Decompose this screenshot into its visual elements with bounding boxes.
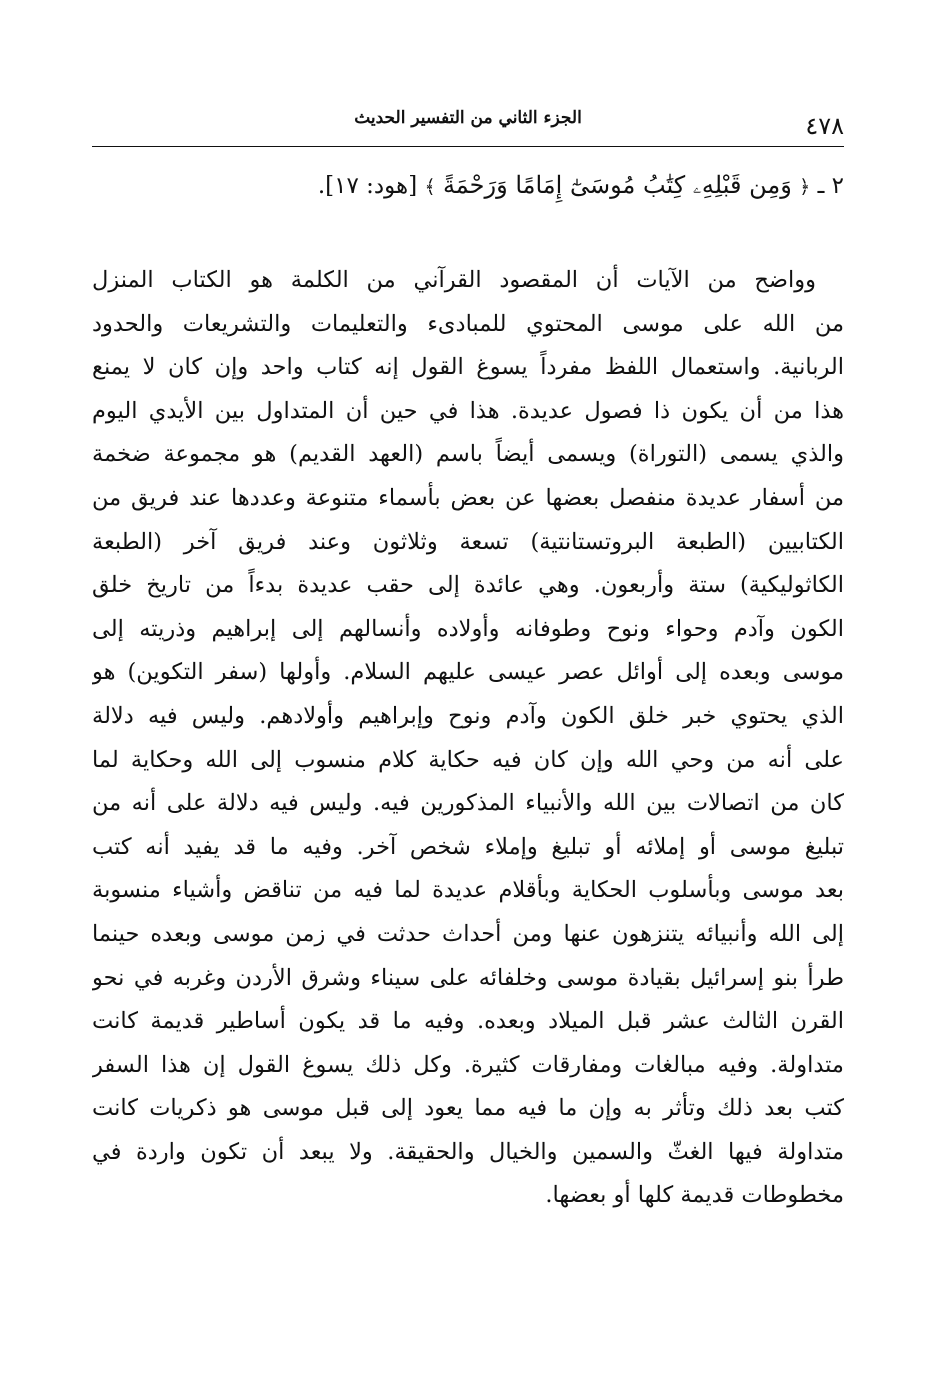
text-line: القرن الثالث عشر قبل الميلاد وبعده. وفيه ما قد يكون أساطير قديمة كانت: [92, 1008, 844, 1035]
quran-verse-line: [92, 160, 844, 212]
text-line: والذي يسمى (التوراة) ويسمى أيضاً باسم (العهد القديم) هو مجموعة ضخمة: [92, 441, 844, 468]
commentary-paragraph: [92, 259, 844, 1218]
text-line: متداولة. وفيه مبالغات ومفارقات كثيرة. وكل ذلك يسوغ القول إن هذا السفر: [92, 1051, 844, 1078]
header-title: الجزء الثاني من التفسير الحديث: [354, 108, 582, 128]
text-line: الكاثوليكية) ستة وأربعون. وهي عائدة إلى حقب عديدة بدءاً من تاريخ خلق: [92, 572, 844, 599]
text-line: الكون وآدم وحواء ونوح وطوفانه وأولاده وأنسالهم إلى إبراهيم وذريته إلى: [92, 615, 844, 642]
verse-open-ornament: ﴿: [799, 176, 811, 198]
header-rule: [92, 146, 844, 147]
text-line: الربانية. واستعمال اللفظ مفرداً يسوغ القول إنه كتاب واحد وإن كان لا يمنع: [92, 354, 844, 381]
text-line: تبليغ موسى أو إملائه أو تبليغ وإملاء شخص آخر. وفيه ما قد يفيد أنه كتب: [92, 833, 844, 860]
text-line: الكتابيين (الطبعة البروتستانتية) تسعة وثلاثون وعند فريق آخر (الطبعة: [92, 528, 844, 555]
text-line: مخطوطات قديمة كلها أو بعضها.: [545, 1182, 844, 1209]
verse-quran-text: وَمِن قَبْلِهِۦ كِتَٰبُ مُوسَىٰٓ إِمَامًا وَرَحْمَةً: [442, 171, 792, 199]
verse-close-ornament: ﴾: [424, 176, 436, 198]
verse-reference: [هود: ١٧].: [317, 173, 418, 199]
text-line: متداولة فيها الغثّ والسمين والخيال والحقيقة. ولا يبعد أن تكون واردة في: [92, 1138, 844, 1165]
page-number: ٤٧٨: [805, 112, 844, 140]
running-header: [92, 104, 844, 148]
text-line: بعد موسى وبأسلوب الحكاية وبأقلام عديدة لما فيه من تناقض وأشياء منسوبة: [92, 877, 844, 904]
text-line: إلى الله وأنبيائه يتنزهون عنها ومن أحداث حدثت في زمن موسى وبعده حينما: [92, 920, 844, 947]
text-line: من الله على موسى المحتوي للمبادىء والتعليمات والتشريعات والحدود: [92, 310, 844, 337]
text-line: على أنه من وحي الله وإن كان فيه حكاية كلام منسوب إلى الله وحكاية لما: [92, 746, 844, 773]
text-line: وواضح من الآيات أن المقصود القرآني من الكلمة هو الكتاب المنزل: [92, 267, 816, 293]
text-line: كان من اتصالات بين الله والأنبياء المذكورين فيه. وليس فيه دلالة على أنه من: [92, 790, 844, 817]
verse-number: ٢ ـ: [817, 173, 844, 199]
text-line: الذي يحتوي خبر خلق الكون وآدم ونوح وإبراهيم وأولادهم. وليس فيه دلالة: [92, 702, 844, 729]
text-line: كتب بعد ذلك وتأثر به وإن ما فيه مما يعود إلى قبل موسى هو ذكريات كانت: [92, 1095, 844, 1122]
text-line: هذا من أن يكون ذا فصول عديدة. هذا في حين أن المتداول بين الأيدي اليوم: [92, 397, 844, 424]
text-line: من أسفار عديدة منفصل بعضها عن بعض بأسماء متنوعة وعددها عند فريق من: [92, 484, 844, 511]
text-line: موسى وبعده إلى أوائل عصر عيسى عليهم السلام. وأولها (سفر التكوين) هو: [92, 659, 844, 686]
text-line: طرأ بنو إسرائيل بقيادة موسى وخلفائه على سيناء وشرق الأردن وغربه في نحو: [92, 964, 844, 991]
